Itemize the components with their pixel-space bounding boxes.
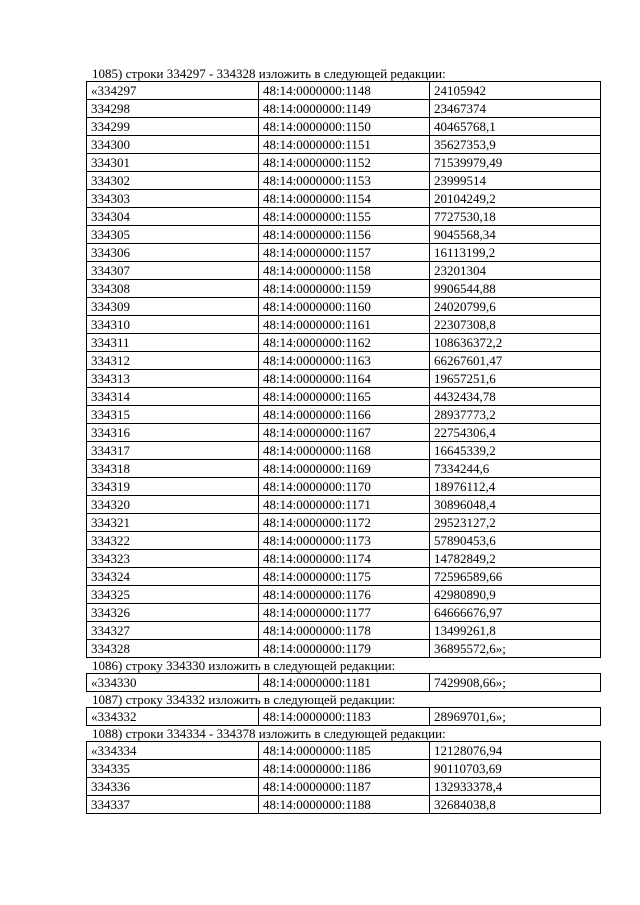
row-number-cell: 334320 xyxy=(87,496,259,514)
cadastral-number-cell: 48:14:0000000:1166 xyxy=(259,406,430,424)
row-number-cell: 334322 xyxy=(87,532,259,550)
table-row xyxy=(87,262,601,280)
row-number-cell: 334336 xyxy=(87,778,259,796)
cadastral-number-cell: 48:14:0000000:1150 xyxy=(259,118,430,136)
table-row xyxy=(87,550,601,568)
table-row xyxy=(87,778,601,796)
cadastral-number-cell: 48:14:0000000:1175 xyxy=(259,568,430,586)
cadastral-value-cell: 13499261,8 xyxy=(430,622,601,640)
cadastral-number-cell: 48:14:0000000:1151 xyxy=(259,136,430,154)
table-row xyxy=(87,760,601,778)
table-row xyxy=(87,280,601,298)
table-row xyxy=(87,370,601,388)
cadastral-number-cell: 48:14:0000000:1157 xyxy=(259,244,430,262)
cadastral-value-cell: 32684038,8 xyxy=(430,796,601,814)
table-row xyxy=(87,298,601,316)
cadastral-value-cell: 64666676,97 xyxy=(430,604,601,622)
row-number-cell: 334335 xyxy=(87,760,259,778)
table-row xyxy=(87,460,601,478)
cadastral-number-cell: 48:14:0000000:1183 xyxy=(259,708,430,726)
row-number-cell: 334304 xyxy=(87,208,259,226)
cadastral-number-cell: 48:14:0000000:1177 xyxy=(259,604,430,622)
row-number-cell: 334316 xyxy=(87,424,259,442)
table-row xyxy=(87,154,601,172)
cadastral-value-cell: 28969701,6»; xyxy=(430,708,601,726)
table-row xyxy=(87,796,601,814)
table-row xyxy=(87,496,601,514)
document-page xyxy=(86,66,600,814)
row-number-cell: 334306 xyxy=(87,244,259,262)
cadastral-number-cell: 48:14:0000000:1171 xyxy=(259,496,430,514)
cadastral-number-cell: 48:14:0000000:1154 xyxy=(259,190,430,208)
amendment-table xyxy=(86,81,601,658)
row-number-cell: «334330 xyxy=(87,674,259,692)
table-row xyxy=(87,532,601,550)
cadastral-value-cell: 23201304 xyxy=(430,262,601,280)
table-row xyxy=(87,388,601,406)
cadastral-number-cell: 48:14:0000000:1156 xyxy=(259,226,430,244)
cadastral-value-cell: 72596589,66 xyxy=(430,568,601,586)
table-row xyxy=(87,244,601,262)
cadastral-value-cell: 14782849,2 xyxy=(430,550,601,568)
row-number-cell: 334327 xyxy=(87,622,259,640)
table-row xyxy=(87,742,601,760)
cadastral-value-cell: 108636372,2 xyxy=(430,334,601,352)
cadastral-number-cell: 48:14:0000000:1152 xyxy=(259,154,430,172)
cadastral-value-cell: 20104249,2 xyxy=(430,190,601,208)
cadastral-number-cell: 48:14:0000000:1164 xyxy=(259,370,430,388)
cadastral-value-cell: 18976112,4 xyxy=(430,478,601,496)
cadastral-number-cell: 48:14:0000000:1165 xyxy=(259,388,430,406)
row-number-cell: «334297 xyxy=(87,82,259,100)
cadastral-number-cell: 48:14:0000000:1181 xyxy=(259,674,430,692)
cadastral-value-cell: 90110703,69 xyxy=(430,760,601,778)
cadastral-number-cell: 48:14:0000000:1186 xyxy=(259,760,430,778)
row-number-cell: 334321 xyxy=(87,514,259,532)
cadastral-value-cell: 42980890,9 xyxy=(430,586,601,604)
row-number-cell: 334303 xyxy=(87,190,259,208)
cadastral-number-cell: 48:14:0000000:1187 xyxy=(259,778,430,796)
cadastral-value-cell: 66267601,47 xyxy=(430,352,601,370)
cadastral-value-cell: 57890453,6 xyxy=(430,532,601,550)
table-row xyxy=(87,674,601,692)
cadastral-value-cell: 23999514 xyxy=(430,172,601,190)
cadastral-value-cell: 29523127,2 xyxy=(430,514,601,532)
row-number-cell: 334300 xyxy=(87,136,259,154)
cadastral-number-cell: 48:14:0000000:1163 xyxy=(259,352,430,370)
table-row xyxy=(87,82,601,100)
cadastral-value-cell: 24105942 xyxy=(430,82,601,100)
cadastral-number-cell: 48:14:0000000:1179 xyxy=(259,640,430,658)
row-number-cell: 334328 xyxy=(87,640,259,658)
row-number-cell: 334319 xyxy=(87,478,259,496)
row-number-cell: 334310 xyxy=(87,316,259,334)
amendment-heading: 1086) строку 334330 изложить в следующей редакции: xyxy=(92,658,396,673)
row-number-cell: 334318 xyxy=(87,460,259,478)
amendment-table xyxy=(86,707,601,726)
table-row xyxy=(87,708,601,726)
row-number-cell: 334324 xyxy=(87,568,259,586)
row-number-cell: 334311 xyxy=(87,334,259,352)
row-number-cell: 334308 xyxy=(87,280,259,298)
cadastral-value-cell: 9045568,34 xyxy=(430,226,601,244)
cadastral-number-cell: 48:14:0000000:1178 xyxy=(259,622,430,640)
row-number-cell: 334298 xyxy=(87,100,259,118)
cadastral-value-cell: 22754306,4 xyxy=(430,424,601,442)
cadastral-number-cell: 48:14:0000000:1188 xyxy=(259,796,430,814)
table-row xyxy=(87,226,601,244)
cadastral-number-cell: 48:14:0000000:1158 xyxy=(259,262,430,280)
row-number-cell: 334302 xyxy=(87,172,259,190)
cadastral-number-cell: 48:14:0000000:1168 xyxy=(259,442,430,460)
cadastral-number-cell: 48:14:0000000:1148 xyxy=(259,82,430,100)
cadastral-value-cell: 16113199,2 xyxy=(430,244,601,262)
table-row xyxy=(87,514,601,532)
cadastral-number-cell: 48:14:0000000:1149 xyxy=(259,100,430,118)
cadastral-value-cell: 23467374 xyxy=(430,100,601,118)
cadastral-number-cell: 48:14:0000000:1160 xyxy=(259,298,430,316)
cadastral-number-cell: 48:14:0000000:1159 xyxy=(259,280,430,298)
amendment-heading: 1087) строку 334332 изложить в следующей редакции: xyxy=(92,692,396,707)
cadastral-value-cell: 132933378,4 xyxy=(430,778,601,796)
row-number-cell: «334334 xyxy=(87,742,259,760)
table-row xyxy=(87,424,601,442)
amendment-heading: 1085) строки 334297 - 334328 изложить в следующей редакции: xyxy=(92,66,446,81)
table-row xyxy=(87,352,601,370)
cadastral-number-cell: 48:14:0000000:1170 xyxy=(259,478,430,496)
cadastral-value-cell: 36895572,6»; xyxy=(430,640,601,658)
row-number-cell: 334312 xyxy=(87,352,259,370)
table-row xyxy=(87,136,601,154)
amendment-table xyxy=(86,741,601,814)
cadastral-value-cell: 71539979,49 xyxy=(430,154,601,172)
cadastral-value-cell: 19657251,6 xyxy=(430,370,601,388)
row-number-cell: 334317 xyxy=(87,442,259,460)
cadastral-number-cell: 48:14:0000000:1174 xyxy=(259,550,430,568)
row-number-cell: 334307 xyxy=(87,262,259,280)
cadastral-number-cell: 48:14:0000000:1185 xyxy=(259,742,430,760)
amendment-heading: 1088) строки 334334 - 334378 изложить в следующей редакции: xyxy=(92,726,446,741)
cadastral-value-cell: 35627353,9 xyxy=(430,136,601,154)
row-number-cell: 334326 xyxy=(87,604,259,622)
cadastral-value-cell: 30896048,4 xyxy=(430,496,601,514)
table-row xyxy=(87,586,601,604)
cadastral-value-cell: 4432434,78 xyxy=(430,388,601,406)
table-row xyxy=(87,316,601,334)
table-row xyxy=(87,442,601,460)
row-number-cell: 334299 xyxy=(87,118,259,136)
row-number-cell: 334325 xyxy=(87,586,259,604)
table-row xyxy=(87,478,601,496)
cadastral-number-cell: 48:14:0000000:1153 xyxy=(259,172,430,190)
table-row xyxy=(87,568,601,586)
amendment-table xyxy=(86,673,601,692)
row-number-cell: 334309 xyxy=(87,298,259,316)
cadastral-value-cell: 7334244,6 xyxy=(430,460,601,478)
cadastral-number-cell: 48:14:0000000:1169 xyxy=(259,460,430,478)
table-row xyxy=(87,172,601,190)
cadastral-value-cell: 16645339,2 xyxy=(430,442,601,460)
cadastral-value-cell: 9906544,88 xyxy=(430,280,601,298)
row-number-cell: «334332 xyxy=(87,708,259,726)
table-row xyxy=(87,406,601,424)
row-number-cell: 334323 xyxy=(87,550,259,568)
cadastral-value-cell: 22307308,8 xyxy=(430,316,601,334)
table-row xyxy=(87,622,601,640)
cadastral-value-cell: 28937773,2 xyxy=(430,406,601,424)
row-number-cell: 334314 xyxy=(87,388,259,406)
row-number-cell: 334315 xyxy=(87,406,259,424)
cadastral-value-cell: 40465768,1 xyxy=(430,118,601,136)
cadastral-number-cell: 48:14:0000000:1172 xyxy=(259,514,430,532)
table-row xyxy=(87,208,601,226)
cadastral-value-cell: 7727530,18 xyxy=(430,208,601,226)
row-number-cell: 334305 xyxy=(87,226,259,244)
cadastral-value-cell: 12128076,94 xyxy=(430,742,601,760)
table-row xyxy=(87,100,601,118)
cadastral-value-cell: 24020799,6 xyxy=(430,298,601,316)
cadastral-number-cell: 48:14:0000000:1162 xyxy=(259,334,430,352)
cadastral-number-cell: 48:14:0000000:1167 xyxy=(259,424,430,442)
cadastral-value-cell: 7429908,66»; xyxy=(430,674,601,692)
table-row xyxy=(87,334,601,352)
row-number-cell: 334313 xyxy=(87,370,259,388)
cadastral-number-cell: 48:14:0000000:1176 xyxy=(259,586,430,604)
table-row xyxy=(87,118,601,136)
table-row xyxy=(87,604,601,622)
cadastral-number-cell: 48:14:0000000:1173 xyxy=(259,532,430,550)
cadastral-number-cell: 48:14:0000000:1161 xyxy=(259,316,430,334)
row-number-cell: 334337 xyxy=(87,796,259,814)
table-row xyxy=(87,640,601,658)
row-number-cell: 334301 xyxy=(87,154,259,172)
table-row xyxy=(87,190,601,208)
cadastral-number-cell: 48:14:0000000:1155 xyxy=(259,208,430,226)
